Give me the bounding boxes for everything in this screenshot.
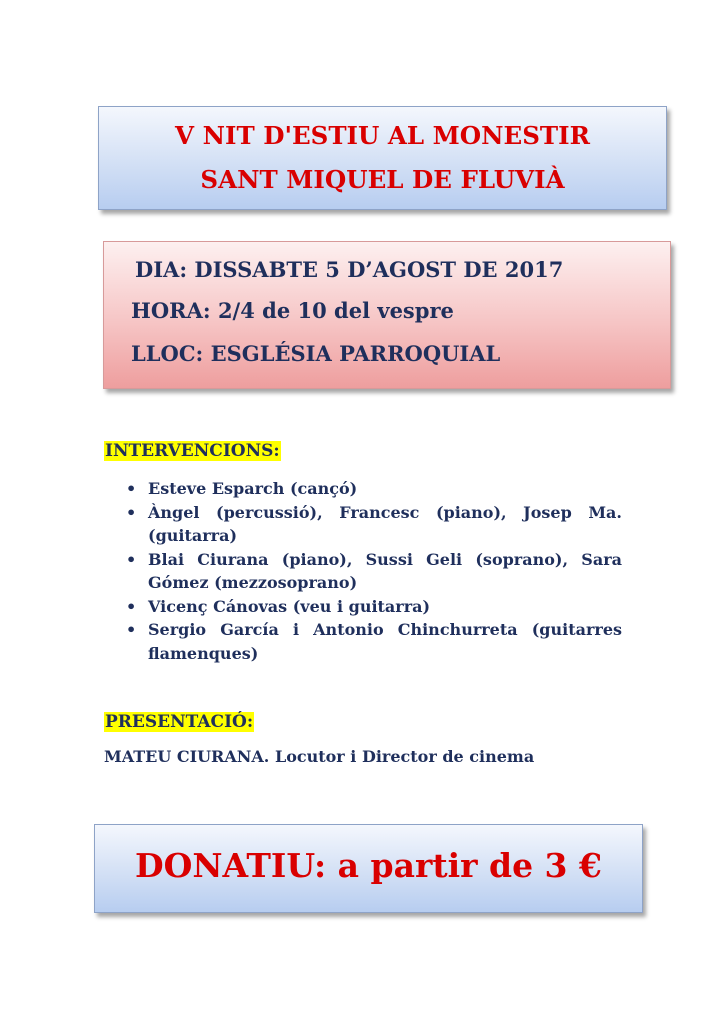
event-title-line-1: V NIT D'ESTIU AL MONESTIR (175, 121, 590, 150)
donation-box (94, 824, 643, 913)
list-item-text: Esteve Esparch (cançó) (148, 479, 358, 498)
bullet-icon: • (126, 502, 137, 522)
list-item (126, 618, 622, 665)
event-place: LLOC: ESGLÉSIA PARROQUIAL (131, 341, 501, 366)
list-item (126, 501, 622, 548)
bullet-icon: • (126, 479, 137, 498)
list-item (126, 477, 622, 501)
event-details-box (103, 241, 671, 389)
bullet-icon: • (126, 620, 137, 639)
list-item (126, 595, 622, 619)
donation-text: DONATIU: a partir de 3 € (135, 846, 602, 885)
interventions-label: INTERVENCIONS: (105, 441, 280, 461)
event-day: DIA: DISSABTE 5 D’AGOST DE 2017 (135, 257, 564, 282)
list-item-text: Vicenç Cánovas (veu i guitarra) (148, 596, 431, 616)
bullet-icon: • (126, 596, 137, 616)
interventions-list (126, 477, 622, 665)
presentation-label: PRESENTACIÓ: (105, 712, 254, 732)
bullet-icon: • (126, 549, 137, 569)
event-time: HORA: 2/4 de 10 del vespre (131, 298, 454, 323)
event-title-line-2: SANT MIQUEL DE FLUVIÀ (200, 165, 565, 194)
list-item-text: Àngel (percussió), Francesc (piano), Josep Ma. (guitarra) (148, 502, 622, 545)
list-item-text: Sergio García i Antonio Chinchurreta (guitarres flamenques) (148, 620, 622, 663)
list-item (126, 548, 622, 595)
event-title-box (98, 106, 667, 210)
presenter-text: MATEU CIURANA. Locutor i Director de cinema (104, 747, 535, 766)
list-item-text: Blai Ciurana (piano), Sussi Geli (soprano), Sara Gómez (mezzosoprano) (148, 549, 622, 592)
